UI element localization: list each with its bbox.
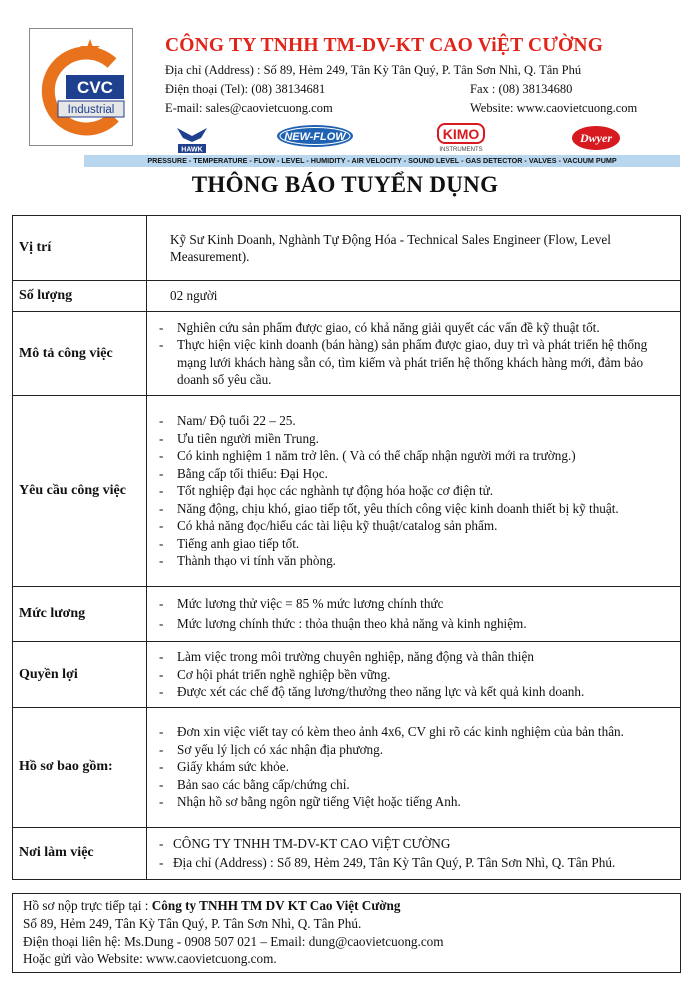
- table-row-workplace: [13, 827, 681, 879]
- list-item: - Tốt nghiệp đại học các nghành tự động hóa hoặc cơ điện tử.: [155, 482, 672, 500]
- row-label: Vị trí: [13, 216, 147, 281]
- quantity-value: 02 người: [147, 281, 681, 312]
- list-item: - Ưu tiên người miền Trung.: [155, 430, 672, 448]
- row-label: Nơi làm việc: [13, 827, 147, 879]
- list-item: - Làm việc trong môi trường chuyên nghiệp, năng động và thân thiện: [155, 648, 672, 666]
- footer-website: Hoặc gửi vào Website: www.caovietcuong.com.: [23, 951, 277, 967]
- document-title: THÔNG BÁO TUYỂN DỤNG: [191, 172, 499, 197]
- list-item: - Thực hiện việc kinh doanh (bán hàng) sản phẩm được giao, duy trì và phát triển hệ thống mạng lưới khách hàng sẵn có, tìm kiếm và phát triển hệ thống khách hàng mới, đảm bảo doanh số yêu cầu.: [155, 336, 672, 389]
- application-contact-box: [12, 893, 681, 973]
- list-item: - Sơ yếu lý lịch có xác nhận địa phương.: [155, 741, 672, 759]
- list-item: - Cơ hội phát triển nghề nghiệp bền vững.: [155, 666, 672, 684]
- company-email: E-mail: sales@caovietcuong.com: [165, 101, 333, 115]
- company-website: Website: www.caovietcuong.com: [470, 101, 638, 115]
- row-label: Yêu cầu công việc: [13, 396, 147, 587]
- list-item: - Bằng cấp tối thiểu: Đại Học.: [155, 465, 672, 483]
- list-item: - Tiếng anh giao tiếp tốt.: [155, 535, 672, 553]
- requirements-value: [147, 396, 681, 587]
- list-item: - Địa chỉ (Address) : Số 89, Hẻm 249, Tân Kỳ Tân Quý, P. Tân Sơn Nhì, Q. Tân Phú.: [155, 853, 672, 872]
- company-phone: Điện thoại (Tel): (08) 38134681: [165, 82, 326, 96]
- svg-text:KIMO: KIMO: [442, 126, 480, 142]
- position-value: Kỹ Sư Kinh Doanh, Nghành Tự Động Hóa - Technical Sales Engineer (Flow, Level Measurement).: [147, 216, 681, 281]
- table-row-benefits: [13, 642, 681, 708]
- list-item: - Năng động, chịu khó, giao tiếp tốt, yêu thích công việc kinh doanh thiết bị kỹ thuật.: [155, 500, 672, 518]
- table-row-requirements: [13, 396, 681, 587]
- company-logo: [29, 28, 133, 146]
- company-fax: Fax : (08) 38134680: [470, 82, 573, 96]
- salary-value: [147, 587, 681, 642]
- table-row-salary: [13, 587, 681, 642]
- list-item: - Mức lương thử việc = 85 % mức lương chính thức: [155, 594, 672, 614]
- kimo-logo: [432, 122, 490, 154]
- product-category-bar: PRESSURE - TEMPERATURE - FLOW - LEVEL - HUMIDITY - AIR VELOCITY - SOUND LEVEL - GAS DETECTOR - VALVES - VACUUM PUMP: [84, 155, 680, 167]
- list-item: - Có khả năng đọc/hiểu các tài liệu kỹ thuật/catalog sản phẩm.: [155, 517, 672, 535]
- list-item: - Bản sao các bằng cấp/chứng chỉ.: [155, 776, 672, 794]
- submit-line: [23, 897, 670, 915]
- list-item: - Giấy khám sức khỏe.: [155, 758, 672, 776]
- logo-subtext: Industrial: [67, 104, 115, 116]
- table-row-quantity: [13, 281, 681, 312]
- svg-text:Dwyer: Dwyer: [580, 131, 612, 145]
- list-item: - Được xét các chế độ tăng lương/thưởng theo năng lực và kết quả kinh doanh.: [155, 683, 672, 701]
- row-label: Số lượng: [13, 281, 147, 312]
- footer-contact: Điện thoại liên hệ: Ms.Dung - 0908 507 021 – Email: dung@caovietcuong.com: [23, 933, 444, 949]
- logo-text: CVC: [77, 78, 113, 97]
- svg-text:INSTRUMENTS: INSTRUMENTS: [439, 147, 483, 153]
- hawk-icon: [177, 128, 207, 142]
- workplace-value: [147, 827, 681, 879]
- table-row-documents: [13, 707, 681, 827]
- company-name: CÔNG TY TNHH TM-DV-KT CAO ViỆT CƯỜNG: [165, 35, 604, 56]
- row-label: Quyền lợi: [13, 642, 147, 708]
- svg-text:HAWK: HAWK: [181, 146, 203, 154]
- table-row-position: [13, 216, 681, 281]
- submit-company: Công ty TNHH TM DV KT Cao Việt Cường: [151, 898, 401, 913]
- row-label: Mô tả công việc: [13, 312, 147, 396]
- list-item: - Thành thạo vi tính văn phòng.: [155, 552, 672, 570]
- table-row-description: [13, 312, 681, 396]
- description-value: [147, 312, 681, 396]
- list-item: - Đơn xin việc viết tay có kèm theo ảnh 4x6, CV ghi rõ các kinh nghiệm của bản thân.: [155, 723, 672, 741]
- list-item: - Nhận hồ sơ bằng ngôn ngữ tiếng Việt hoặc tiếng Anh.: [155, 793, 672, 811]
- newflow-logo: [276, 124, 354, 148]
- list-item: - Có kinh nghiệm 1 năm trở lên. ( Và có thể chấp nhận người mới ra trường.): [155, 447, 672, 465]
- hawk-logo: [175, 122, 209, 154]
- footer-address: Số 89, Hẻm 249, Tân Kỳ Tân Quý, P. Tân Sơn Nhì, Q. Tân Phú.: [23, 915, 362, 931]
- list-item: - Nghiên cứu sản phẩm được giao, có khả năng giải quyết các vấn đề kỹ thuật tốt.: [155, 319, 672, 337]
- company-address: Địa chỉ (Address) : Số 89, Hẻm 249, Tân Kỳ Tân Quý, P. Tân Sơn Nhì, Q. Tân Phú: [165, 63, 582, 77]
- list-item: - Mức lương chính thức : thỏa thuận theo khả năng và kinh nghiệm.: [155, 614, 672, 634]
- job-details-table: [12, 215, 681, 880]
- row-label: Mức lương: [13, 587, 147, 642]
- svg-text:NEW-FLOW: NEW-FLOW: [284, 131, 346, 143]
- documents-value: [147, 707, 681, 827]
- benefits-value: [147, 642, 681, 708]
- dwyer-logo: [571, 125, 621, 151]
- list-item: - CÔNG TY TNHH TM-DV-KT CAO ViỆT CƯỜNG: [155, 834, 672, 853]
- row-label: Hồ sơ bao gồm:: [13, 707, 147, 827]
- submit-prefix: Hồ sơ nộp trực tiếp tại :: [23, 898, 152, 913]
- list-item: - Nam/ Độ tuổi 22 – 25.: [155, 412, 672, 430]
